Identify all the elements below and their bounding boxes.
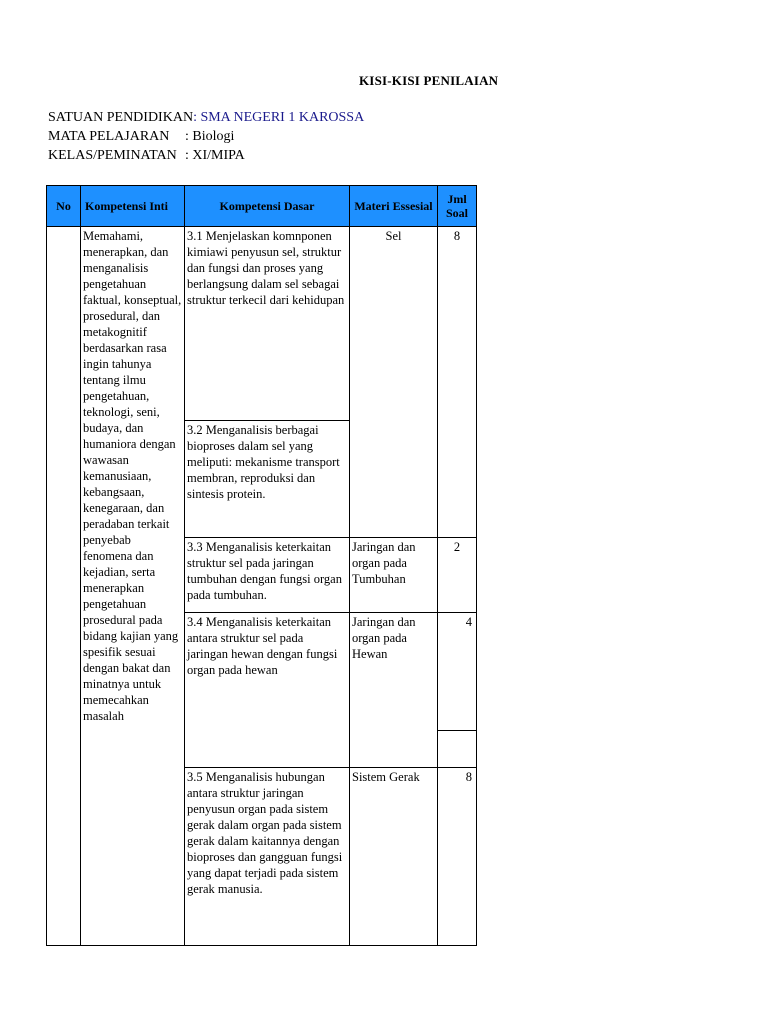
- cell-materi-sel: Sel: [349, 226, 438, 538]
- cell-kompetensi-inti: Memahami, menerapkan, dan menganalisis pengetahuan faktual, konseptual, prosedural, dan metakognitif berdasarkan rasa ingin tahunya tentang ilmu pengetahuan, teknologi, seni, budaya, dan humaniora dengan wawasan kemanusiaan, kebangsaan, kenegaraan, dan peradaban terkait penyebab fenomena dan kejadian, serta menerapkan pengetahuan prosedural pada bidang kajian yang spesifik sesuai dengan bakat dan minatnya untuk memecahkan masalah: [80, 226, 185, 946]
- field-kelas-peminatan: [48, 148, 245, 164]
- header-kompetensi-inti: Kompetensi Inti: [80, 185, 185, 227]
- field-value: : SMA NEGERI 1 KAROSSA: [193, 110, 365, 125]
- cell-materi-hewan: Jaringan dan organ pada Hewan: [349, 612, 438, 768]
- header-no: No: [46, 185, 81, 227]
- kisi-kisi-table: [46, 185, 477, 930]
- cell-materi-sistem-gerak: Sistem Gerak: [349, 767, 438, 946]
- cell-kd-3-1: 3.1 Menjelaskan komnponen kimiawi penyusun sel, struktur dan fungsi dan proses yang berlangsung dalam sel sebagai struktur terkecil dari kehidupan: [184, 226, 350, 421]
- field-label: SATUAN PENDIDIKAN: [48, 110, 194, 125]
- field-satuan-pendidikan: [48, 110, 364, 126]
- field-label: KELAS/PEMINATAN: [48, 148, 177, 163]
- field-mata-pelajaran: [48, 129, 234, 145]
- field-value: : XI/MIPA: [185, 148, 245, 163]
- cell-jml-hewan: 4: [437, 612, 477, 731]
- document-title: KISI-KISI PENILAIAN: [359, 73, 499, 88]
- cell-jml-sel: 8: [437, 226, 477, 538]
- cell-materi-tumbuhan: Jaringan dan organ pada Tumbuhan: [349, 537, 438, 613]
- header-jml-soal: Jml Soal: [437, 185, 477, 227]
- cell-jml-tumbuhan: 2: [437, 537, 477, 613]
- cell-kd-3-3: 3.3 Menganalisis keterkaitan struktur sel pada jaringan tumbuhan dengan fungsi organ pada tumbuhan.: [184, 537, 350, 613]
- field-label: MATA PELAJARAN: [48, 129, 170, 144]
- cell-jml-sistem-gerak: 8: [437, 767, 477, 946]
- cell-no: [46, 226, 81, 946]
- field-value: : Biologi: [185, 129, 235, 144]
- cell-kd-3-4: 3.4 Menganalisis keterkaitan antara struktur sel pada jaringan hewan dengan fungsi organ pada hewan: [184, 612, 350, 768]
- cell-kd-3-5: 3.5 Menganalisis hubungan antara struktur jaringan penyusun organ pada sistem gerak dalam organ pada sistem gerak dalam kaitannya dengan bioproses dan gangguan fungsi yang dapat terjadi pada sistem gerak manusia.: [184, 767, 350, 946]
- cell-kd-3-2: 3.2 Menganalisis berbagai bioproses dalam sel yang meliputi: mekanisme transport membran, reproduksi dan sintesis protein.: [184, 420, 350, 538]
- header-materi-essesial: Materi Essesial: [349, 185, 438, 227]
- cell-jml-empty: [437, 730, 477, 768]
- header-kompetensi-dasar: Kompetensi Dasar: [184, 185, 350, 227]
